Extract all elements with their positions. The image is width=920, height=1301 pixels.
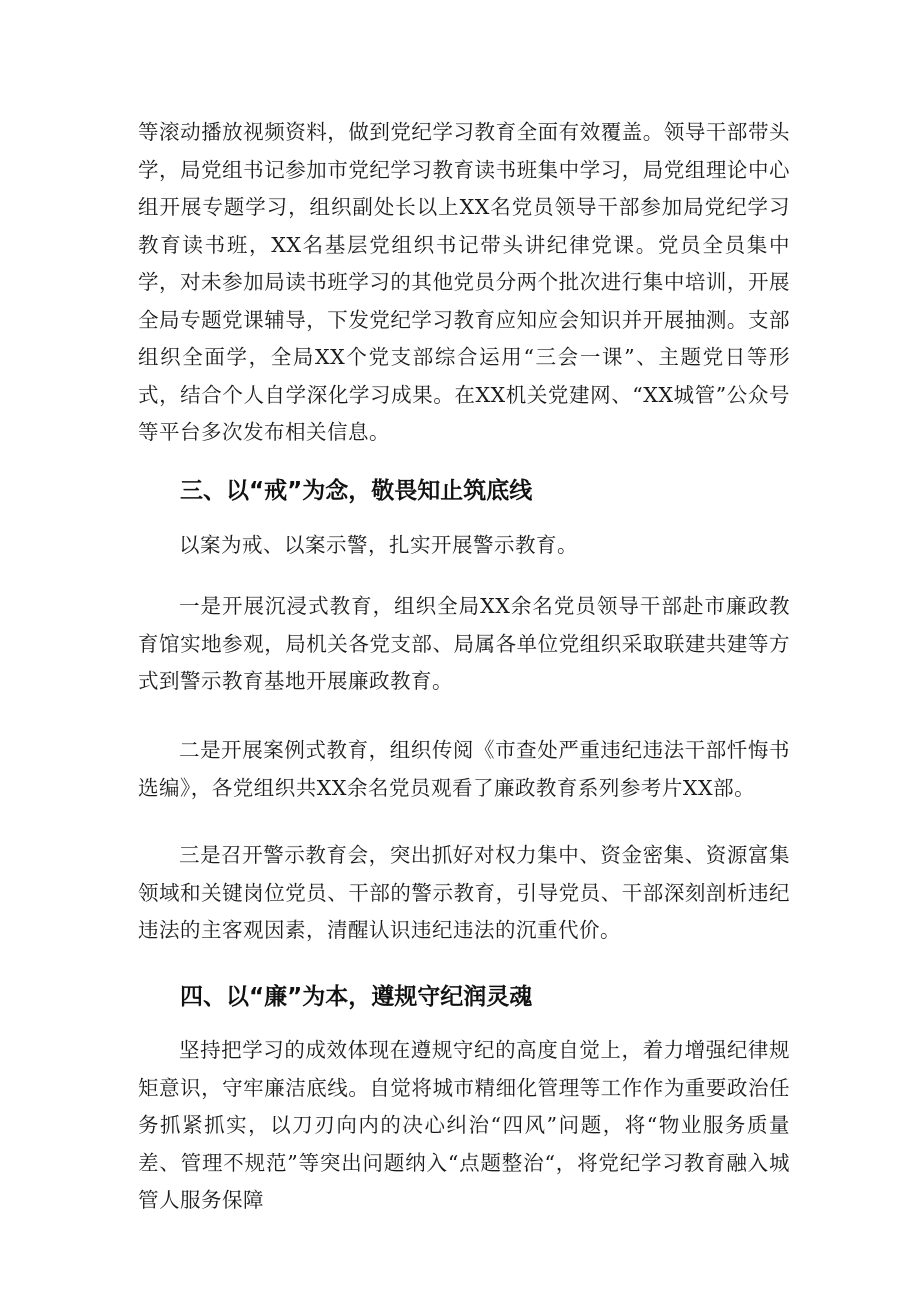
- paragraph-first: 一是开展沉浸式教育，组织全局XX余名党员领导干部赴市廉政教育馆实地参观，局机关各党支部、局属各单位党组织采取联建共建等方式到警示教育基地开展廉政教育。: [138, 594, 790, 693]
- paragraph-warning-intro: 以案为戒、以案示警，扎实开展警示教育。: [179, 533, 578, 557]
- section-heading-4: 四、以“廉”为本，遵规守纪润灵魂: [180, 984, 533, 1010]
- paragraph-third: 三是召开警示教育会，突出抓好对权力集中、资金密集、资源富集领域和关键岗位党员、干部的警示教育，引导党员、干部深刻剖析违纪违法的主客观因素，清醒认识违纪违法的沉重代价。: [138, 843, 790, 942]
- paragraph-intro: 等滚动播放视频资料，做到党纪学习教育全面有效覆盖。领导干部带头学，局党组书记参加市党纪学习教育读书班集中学习，局党组理论中心组开展专题学习，组织副处长以上XX名党员领导干部参加局党纪学习教育读书班，XX名基层党组织书记带头讲纪律党课。党员全员集中学，对未参加局读书班学习的其他党员分两个批次进行集中培训，开展全局专题党课辅导，下发党纪学习教育应知应会知识并开展抽测。支部组织全面学，全局XX个党支部综合运用“三会一课”、主题党日等形式，结合个人自学深化学习成果。在XX机关党建网、“XX城管”公众号等平台多次发布相关信息。: [138, 120, 790, 444]
- section-heading-3: 三、以“戒”为念，敬畏知止筑底线: [180, 478, 533, 504]
- paragraph-second: 二是开展案例式教育，组织传阅《市查处严重违纪违法干部忏悔书选编》，各党组织共XX余名党员观看了廉政教育系列参考片XX部。: [138, 738, 790, 800]
- paragraph-fourth: 坚持把学习的成效体现在遵规守纪的高度自觉上，着力增强纪律规矩意识，守牢廉洁底线。自觉将城市精细化管理等工作作为重要政治任务抓紧抓实，以刀刃向内的决心纠治“四风”问题，将“物业服务质量差、管理不规范”等突出问题纳入“点题整治“，将党纪学习教育融入城管人服务保障: [138, 1038, 790, 1212]
